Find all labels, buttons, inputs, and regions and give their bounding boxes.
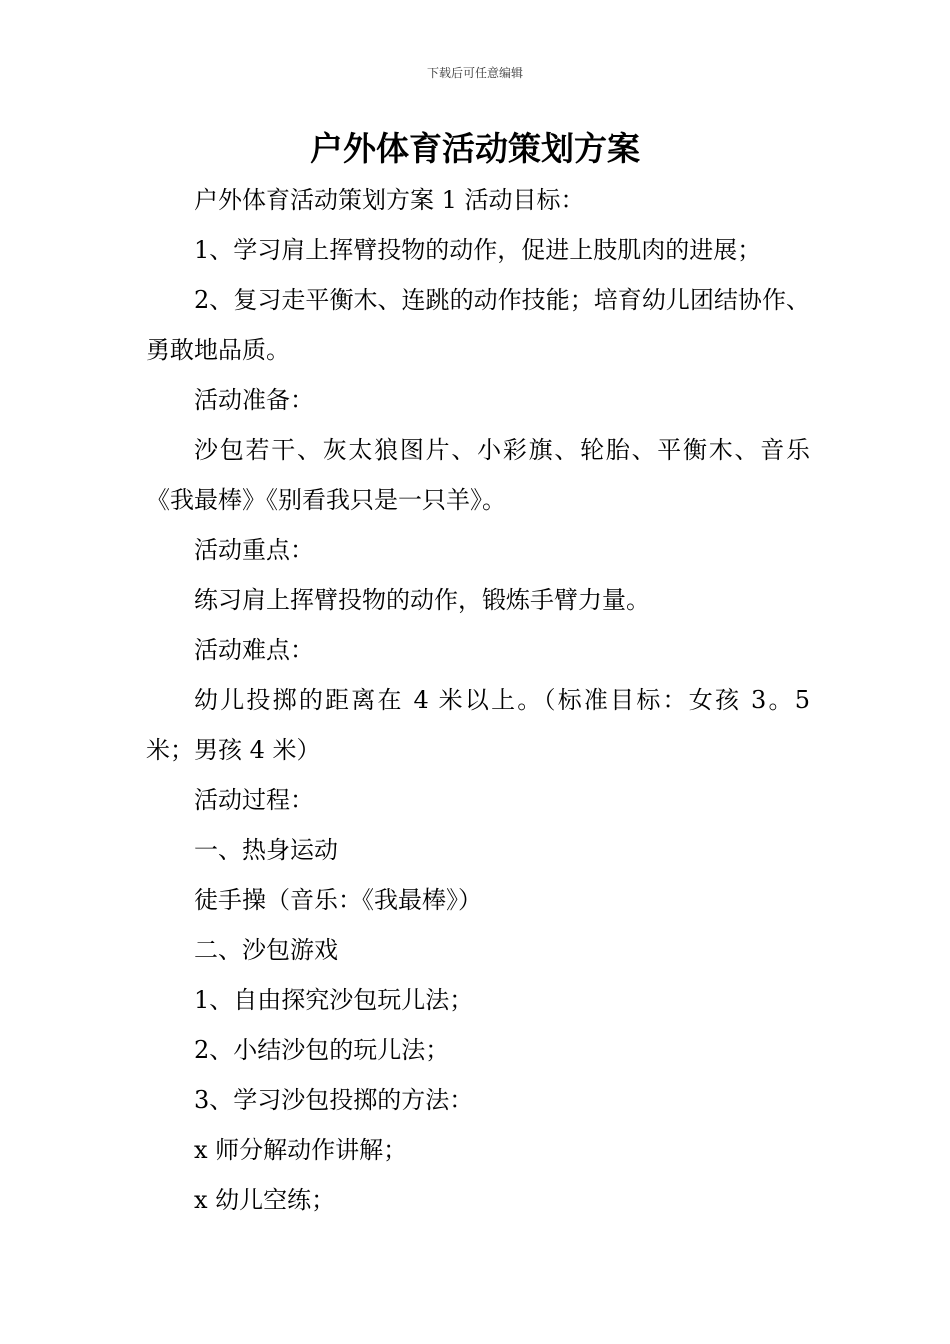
paragraph-step-2: 2、小结沙包的玩儿法；	[194, 1036, 450, 1064]
heading-preparation: 活动准备：	[194, 386, 314, 414]
heading-warmup: 一、热身运动	[194, 836, 338, 864]
paragraph-intro: 户外体育活动策划方案 1 活动目标：	[194, 186, 585, 214]
document-body	[146, 175, 810, 1225]
document-title: 户外体育活动策划方案	[310, 129, 640, 168]
page-header-note: 下载后可任意编辑	[426, 66, 523, 80]
paragraph-child-practice: x 幼儿空练；	[194, 1186, 336, 1214]
paragraph-key-point: 练习肩上挥臂投物的动作，锻炼手臂力量。	[194, 586, 650, 614]
paragraph-step-1: 1、自由探究沙包玩儿法；	[194, 986, 474, 1014]
paragraph-step-3: 3、学习沙包投掷的方法：	[194, 1086, 474, 1114]
paragraph-warmup: 徒手操（音乐：《我最棒》）	[194, 886, 482, 914]
heading-difficulty: 活动难点：	[194, 636, 314, 664]
paragraph-teacher-demo: x 师分解动作讲解；	[194, 1136, 408, 1164]
paragraph-goal-1: 1、学习肩上挥臂投物的动作，促进上肢肌肉的进展；	[194, 236, 762, 264]
paragraph-goal-2: 2、复习走平衡木、连跳的动作技能；培育幼儿团结协作、勇敢地品质。	[146, 286, 810, 364]
heading-process: 活动过程：	[194, 786, 314, 814]
paragraph-difficulty: 幼儿投掷的距离在 4 米以上。（标准目标：女孩 3。5 米；男孩 4 米）	[146, 686, 810, 764]
paragraph-materials: 沙包若干、灰太狼图片、小彩旗、轮胎、平衡木、音乐《我最棒》《别看我只是一只羊》。	[146, 436, 810, 514]
heading-sandbag-game: 二、沙包游戏	[194, 936, 338, 964]
heading-key-point: 活动重点：	[194, 536, 314, 564]
